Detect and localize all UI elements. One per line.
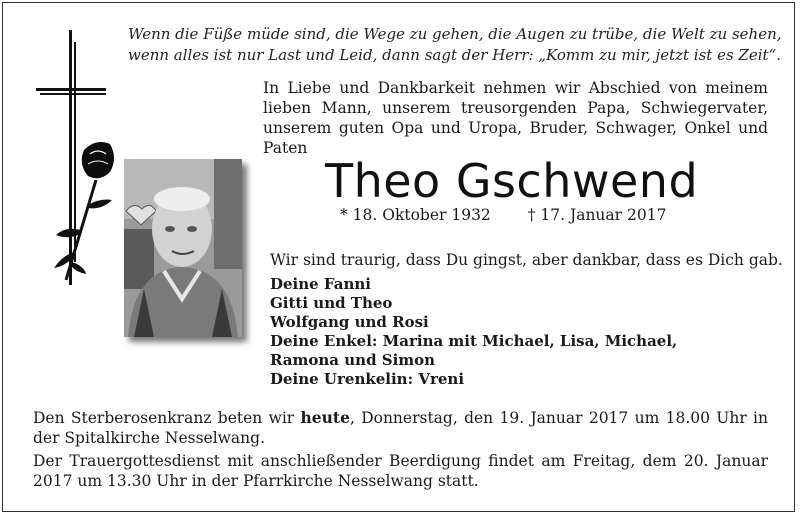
memorial-sentence: Wir sind traurig, dass Du gingst, aber dankbar, dass es Dich gab. <box>270 251 783 269</box>
family-line: Deine Enkel: Marina mit Michael, Lisa, Michael, <box>270 332 678 350</box>
rosary-text-before: Den Sterberosenkranz beten wir <box>33 409 301 427</box>
portrait-photo <box>124 159 242 337</box>
birth-date: * 18. Oktober 1932 <box>340 206 491 224</box>
poem-verse <box>128 24 782 66</box>
poem-line-1: Wenn die Füße müde sind, die Wege zu gehen, die Augen zu trübe, die Welt zu sehen, <box>128 25 782 43</box>
death-date: † 17. Januar 2017 <box>527 206 667 224</box>
family-line: Gitti und Theo <box>270 294 393 312</box>
funeral-service-notice: Der Trauergottesdienst mit anschließender Beerdigung findet am Freitag, dem 20. Januar 2017 um 13.30 Uhr in der Pfarrkirche Nesselwang statt. <box>33 452 768 490</box>
rosary-text-after: , Donnerstag, den 19. Januar 2017 um 18.00 Uhr in der Spitalkirche Nesselwang. <box>33 409 768 447</box>
poem-line-2: wenn alles ist nur Last und Leid, dann sagt der Herr: „Komm zu mir, jetzt ist es Zeit“. <box>128 46 781 64</box>
life-dates <box>340 206 666 224</box>
rosary-notice <box>33 408 768 448</box>
family-line: Ramona und Simon <box>270 351 436 369</box>
cross-with-rose-icon <box>36 30 126 290</box>
family-line: Deine Fanni <box>270 275 371 293</box>
family-line: Wolfgang und Rosi <box>270 313 429 331</box>
family-line: Deine Urenkelin: Vreni <box>270 370 465 388</box>
intro-text: In Liebe und Dankbarkeit nehmen wir Abschied von meinem lieben Mann, unserem treusorgenden Papa, Schwiegervater, unserem guten Opa und Uropa, Bruder, Schwager, Onkel und Paten <box>263 79 768 157</box>
family-list <box>270 275 677 389</box>
deceased-name: Theo Gschwend <box>325 154 699 208</box>
rosary-day-bold: heute <box>300 408 350 427</box>
